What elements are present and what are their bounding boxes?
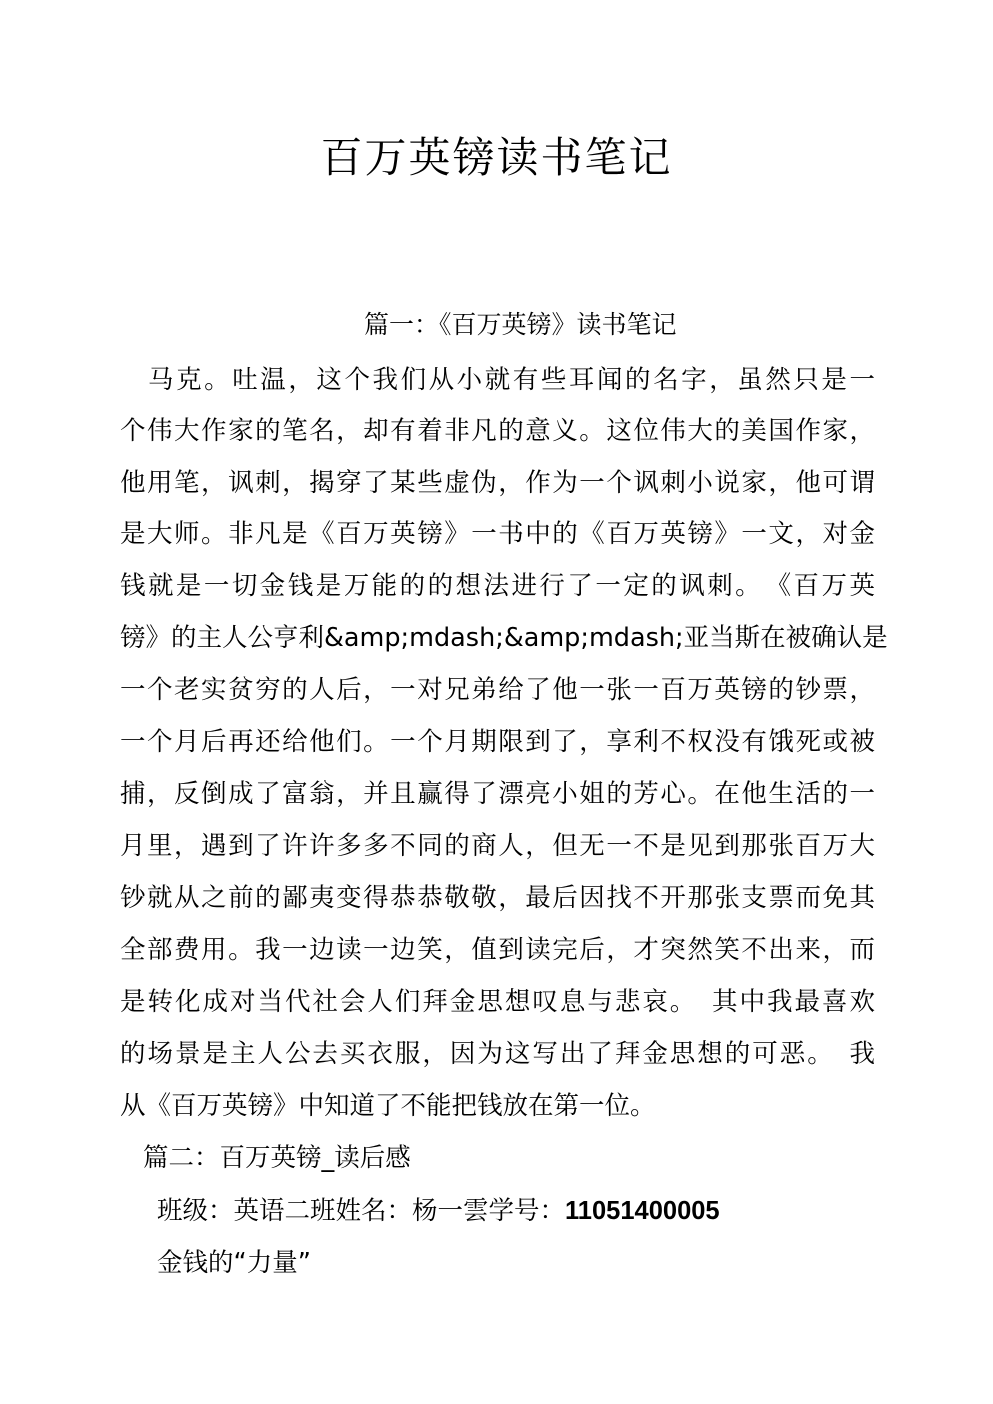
body-line: 镑》的主人公亨利&amp;mdash;&amp;mdash;亚当斯在被确认是 — [120, 623, 888, 653]
student-info — [157, 1191, 720, 1231]
body-line: 钞就从之前的鄙夷变得恭恭敬敬，最后因找不开那张支票而免其 — [120, 883, 875, 913]
body-line: 月里，遇到了许许多多不同的商人，但无一不是见到那张百万大 — [120, 831, 875, 861]
body-line: 从《百万英镑》中知道了不能把钱放在第一位。 — [120, 1091, 656, 1121]
body-line: 是转化成对当代社会人们拜金思想叹息与悲哀。 其中我最喜欢 — [120, 987, 875, 1017]
essay-subtitle: 金钱的“力量” — [157, 1248, 311, 1278]
body-line: 个伟大作家的笔名，却有着非凡的意义。这位伟大的美国作家， — [120, 416, 875, 446]
body-line: 钱就是一切金钱是万能的的想法进行了一定的讽刺。 《百万英 — [120, 571, 875, 601]
document-title: 百万英镑读书笔记 — [320, 133, 673, 182]
section-one-heading: 篇一：《百万英镑》读书笔记 — [364, 310, 677, 339]
body-line: 捕，反倒成了富翁，并且赢得了漂亮小姐的芳心。在他生活的一 — [120, 779, 875, 809]
student-id: 11051400005 — [565, 1197, 720, 1225]
body-line: 是大师。非凡是《百万英镑》一书中的《百万英镑》一文，对金 — [120, 519, 875, 549]
student-info-label: 班级：英语二班姓名：杨一雲学号： — [157, 1196, 566, 1226]
body-line: 他用笔，讽刺，揭穿了某些虚伪，作为一个讽刺小说家，他可谓 — [120, 468, 875, 498]
section-two-heading: 篇二：百万英镑_读后感 — [143, 1143, 411, 1173]
body-line: 一个老实贫穷的人后，一对兄弟给了他一张一百万英镑的钞票， — [120, 675, 875, 705]
body-line: 的场景是主人公去买衣服，因为这写出了拜金思想的可恶。 我 — [120, 1039, 875, 1069]
body-line: 全部费用。我一边读一边笑，值到读完后，才突然笑不出来，而 — [120, 935, 875, 965]
body-line: 一个月后再还给他们。一个月期限到了，享利不权没有饿死或被 — [120, 727, 875, 757]
body-line: 马克。吐温，这个我们从小就有些耳闻的名字，虽然只是一 — [120, 365, 875, 395]
